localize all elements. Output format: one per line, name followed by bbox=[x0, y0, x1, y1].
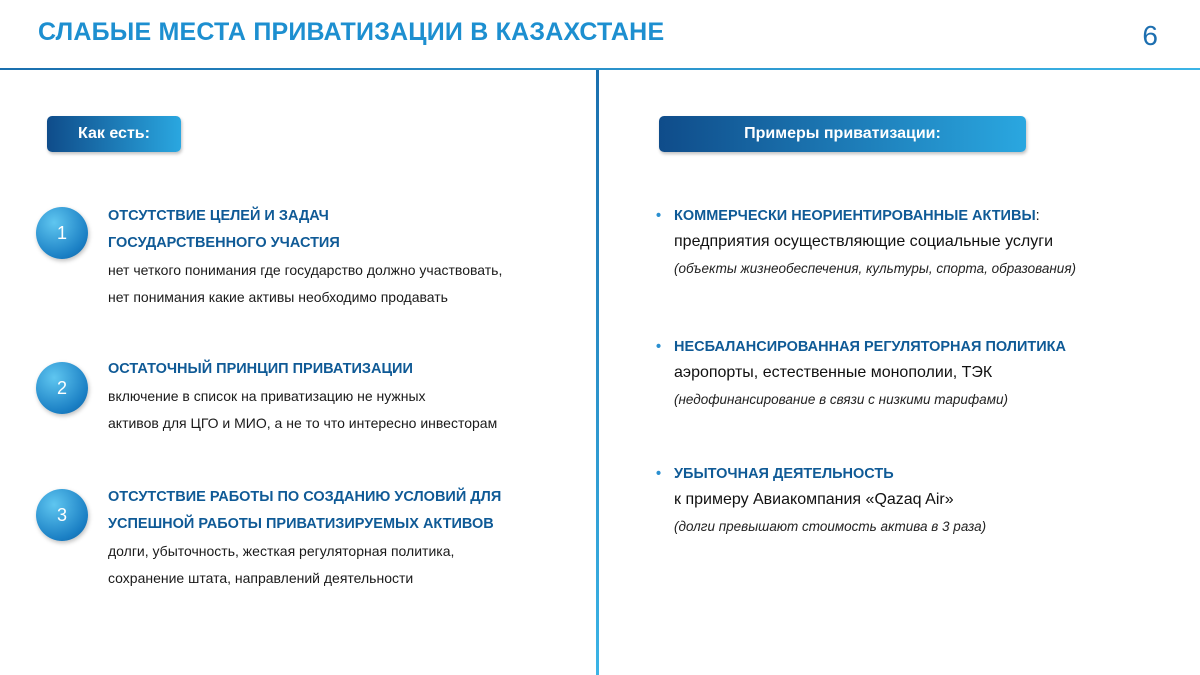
slide-title: СЛАБЫЕ МЕСТА ПРИВАТИЗАЦИИ В КАЗАХСТАНЕ bbox=[38, 18, 665, 46]
bullet-icon: • bbox=[656, 208, 662, 224]
example-item-1 bbox=[656, 205, 1176, 281]
example-item-3 bbox=[656, 463, 1176, 539]
example-heading-text: НЕСБАЛАНСИРОВАННАЯ РЕГУЛЯТОРНАЯ ПОЛИТИКА bbox=[674, 339, 1066, 355]
weakness-text-3 bbox=[108, 484, 578, 592]
weakness-heading-line: ОСТАТОЧНЫЙ ПРИНЦИП ПРИВАТИЗАЦИИ bbox=[108, 361, 413, 377]
example-heading bbox=[656, 336, 1176, 358]
number-badge-1: 1 bbox=[36, 207, 88, 259]
example-description: аэропорты, естественные монополии, ТЭК bbox=[674, 364, 993, 381]
column-divider bbox=[596, 70, 599, 675]
weakness-heading-line: ОТСУТСТВИЕ ЦЕЛЕЙ И ЗАДАЧ bbox=[108, 208, 329, 224]
weakness-body-line: активов для ЦГО и МИО, а не то что интересно инвесторам bbox=[108, 415, 498, 431]
bullet-icon: • bbox=[656, 466, 662, 482]
privatization-examples-label: Примеры приватизации: bbox=[659, 116, 1026, 152]
number-badge-2: 2 bbox=[36, 362, 88, 414]
heading-colon: : bbox=[1035, 208, 1040, 224]
example-heading-text: УБЫТОЧНАЯ ДЕЯТЕЛЬНОСТЬ bbox=[674, 466, 894, 482]
weakness-body-line: сохранение штата, направлений деятельности bbox=[108, 570, 414, 586]
weakness-body-line: нет понимания какие активы необходимо продавать bbox=[108, 289, 448, 305]
header-divider bbox=[0, 68, 1200, 70]
example-heading-text: КОММЕРЧЕСКИ НЕОРИЕНТИРОВАННЫЕ АКТИВЫ bbox=[674, 208, 1036, 224]
example-note: (недофинансирование в связи с низкими тарифами) bbox=[674, 392, 1008, 407]
weakness-body-line: включение в список на приватизацию не нужных bbox=[108, 388, 426, 404]
example-note: (долги превышают стоимость актива в 3 раза) bbox=[674, 519, 987, 534]
example-heading bbox=[656, 463, 1176, 485]
current-state-label: Как есть: bbox=[47, 116, 181, 152]
example-item-2 bbox=[656, 336, 1176, 412]
weakness-text-1 bbox=[108, 203, 578, 311]
weakness-text-2 bbox=[108, 356, 578, 437]
bullet-icon: • bbox=[656, 339, 662, 355]
example-heading bbox=[656, 205, 1176, 227]
example-note: (объекты жизнеобеспечения, культуры, спорта, образования) bbox=[674, 261, 1077, 276]
weakness-body-line: нет четкого понимания где государство должно участвовать, bbox=[108, 262, 503, 278]
example-description: предприятия осуществляющие социальные услуги bbox=[674, 233, 1054, 250]
page-number: 6 bbox=[1142, 20, 1158, 51]
weakness-body-line: долги, убыточность, жесткая регуляторная политика, bbox=[108, 543, 455, 559]
example-description: к примеру Авиакомпания «Qazaq Air» bbox=[674, 491, 954, 508]
weakness-heading-line: ОТСУТСТВИЕ РАБОТЫ ПО СОЗДАНИЮ УСЛОВИЙ ДЛЯ bbox=[108, 489, 502, 505]
weakness-heading-line: УСПЕШНОЙ РАБОТЫ ПРИВАТИЗИРУЕМЫХ АКТИВОВ bbox=[108, 516, 494, 532]
number-badge-3: 3 bbox=[36, 489, 88, 541]
weakness-heading-line: ГОСУДАРСТВЕННОГО УЧАСТИЯ bbox=[108, 235, 340, 251]
